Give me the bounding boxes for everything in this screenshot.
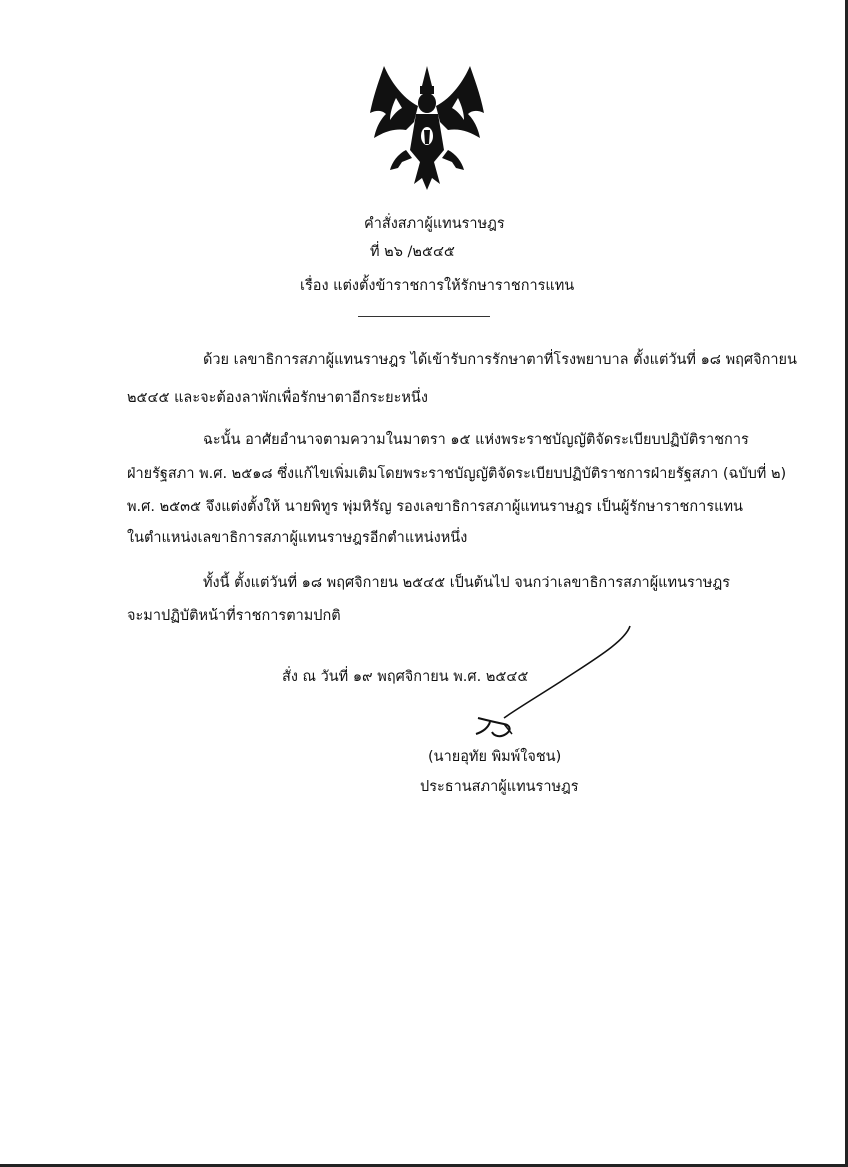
paragraph-2-line-4: ในตำแหน่งเลขาธิการสภาผู้แทนราษฎรอีกตำแหน่งหนึ่ง <box>127 530 468 546</box>
header-divider <box>358 316 490 317</box>
handwritten-signature <box>460 622 640 752</box>
signer-name: (นายอุทัย พิมพ์ใจชน) <box>428 749 562 765</box>
garuda-emblem-icon <box>362 58 492 196</box>
paragraph-2-line-1: ฉะนั้น อาศัยอำนาจตามความในมาตรา ๑๕ แห่งพระราชบัญญัติจัดระเบียบปฏิบัติราชการ <box>203 432 749 448</box>
order-title: คำสั่งสภาผู้แทนราษฎร <box>364 216 505 232</box>
paragraph-3-line-2: จะมาปฏิบัติหน้าที่ราชการตามปกติ <box>127 608 341 624</box>
paragraph-1-line-2: ๒๕๔๕ และจะต้องลาพักเพื่อรักษาตาอีกระยะหนึ่ง <box>127 390 428 406</box>
signer-title: ประธานสภาผู้แทนราษฎร <box>420 779 579 795</box>
dated-line: สั่ง ณ วันที่ ๑๙ พฤศจิกายน พ.ศ. ๒๕๔๕ <box>282 669 529 685</box>
paragraph-3-line-1: ทั้งนี้ ตั้งแต่วันที่ ๑๘ พฤศจิกายน ๒๕๔๕ เป็นต้นไป จนกว่าเลขาธิการสภาผู้แทนราษฎร <box>203 575 731 591</box>
order-number: ที่ ๒๖ /๒๕๔๕ <box>370 244 455 260</box>
paragraph-2-line-3: พ.ศ. ๒๕๓๕ จึงแต่งตั้งให้ นายพิทูร พุ่มหิรัญ รองเลขาธิการสภาผู้แทนราษฎร เป็นผู้รักษาราชการแทน <box>127 499 743 515</box>
paragraph-1-line-1: ด้วย เลขาธิการสภาผู้แทนราษฎร ได้เข้ารับการรักษาตาที่โรงพยาบาล ตั้งแต่วันที่ ๑๘ พฤศจิกายน <box>203 352 797 368</box>
order-subject: เรื่อง แต่งตั้งข้าราชการให้รักษาราชการแทน <box>300 278 575 294</box>
paragraph-2-line-2: ฝ่ายรัฐสภา พ.ศ. ๒๕๑๘ ซึ่งแก้ไขเพิ่มเติมโดยพระราชบัญญัติจัดระเบียบปฏิบัติราชการฝ่ายรัฐสภา (ฉบับที่ ๒) <box>127 466 787 482</box>
